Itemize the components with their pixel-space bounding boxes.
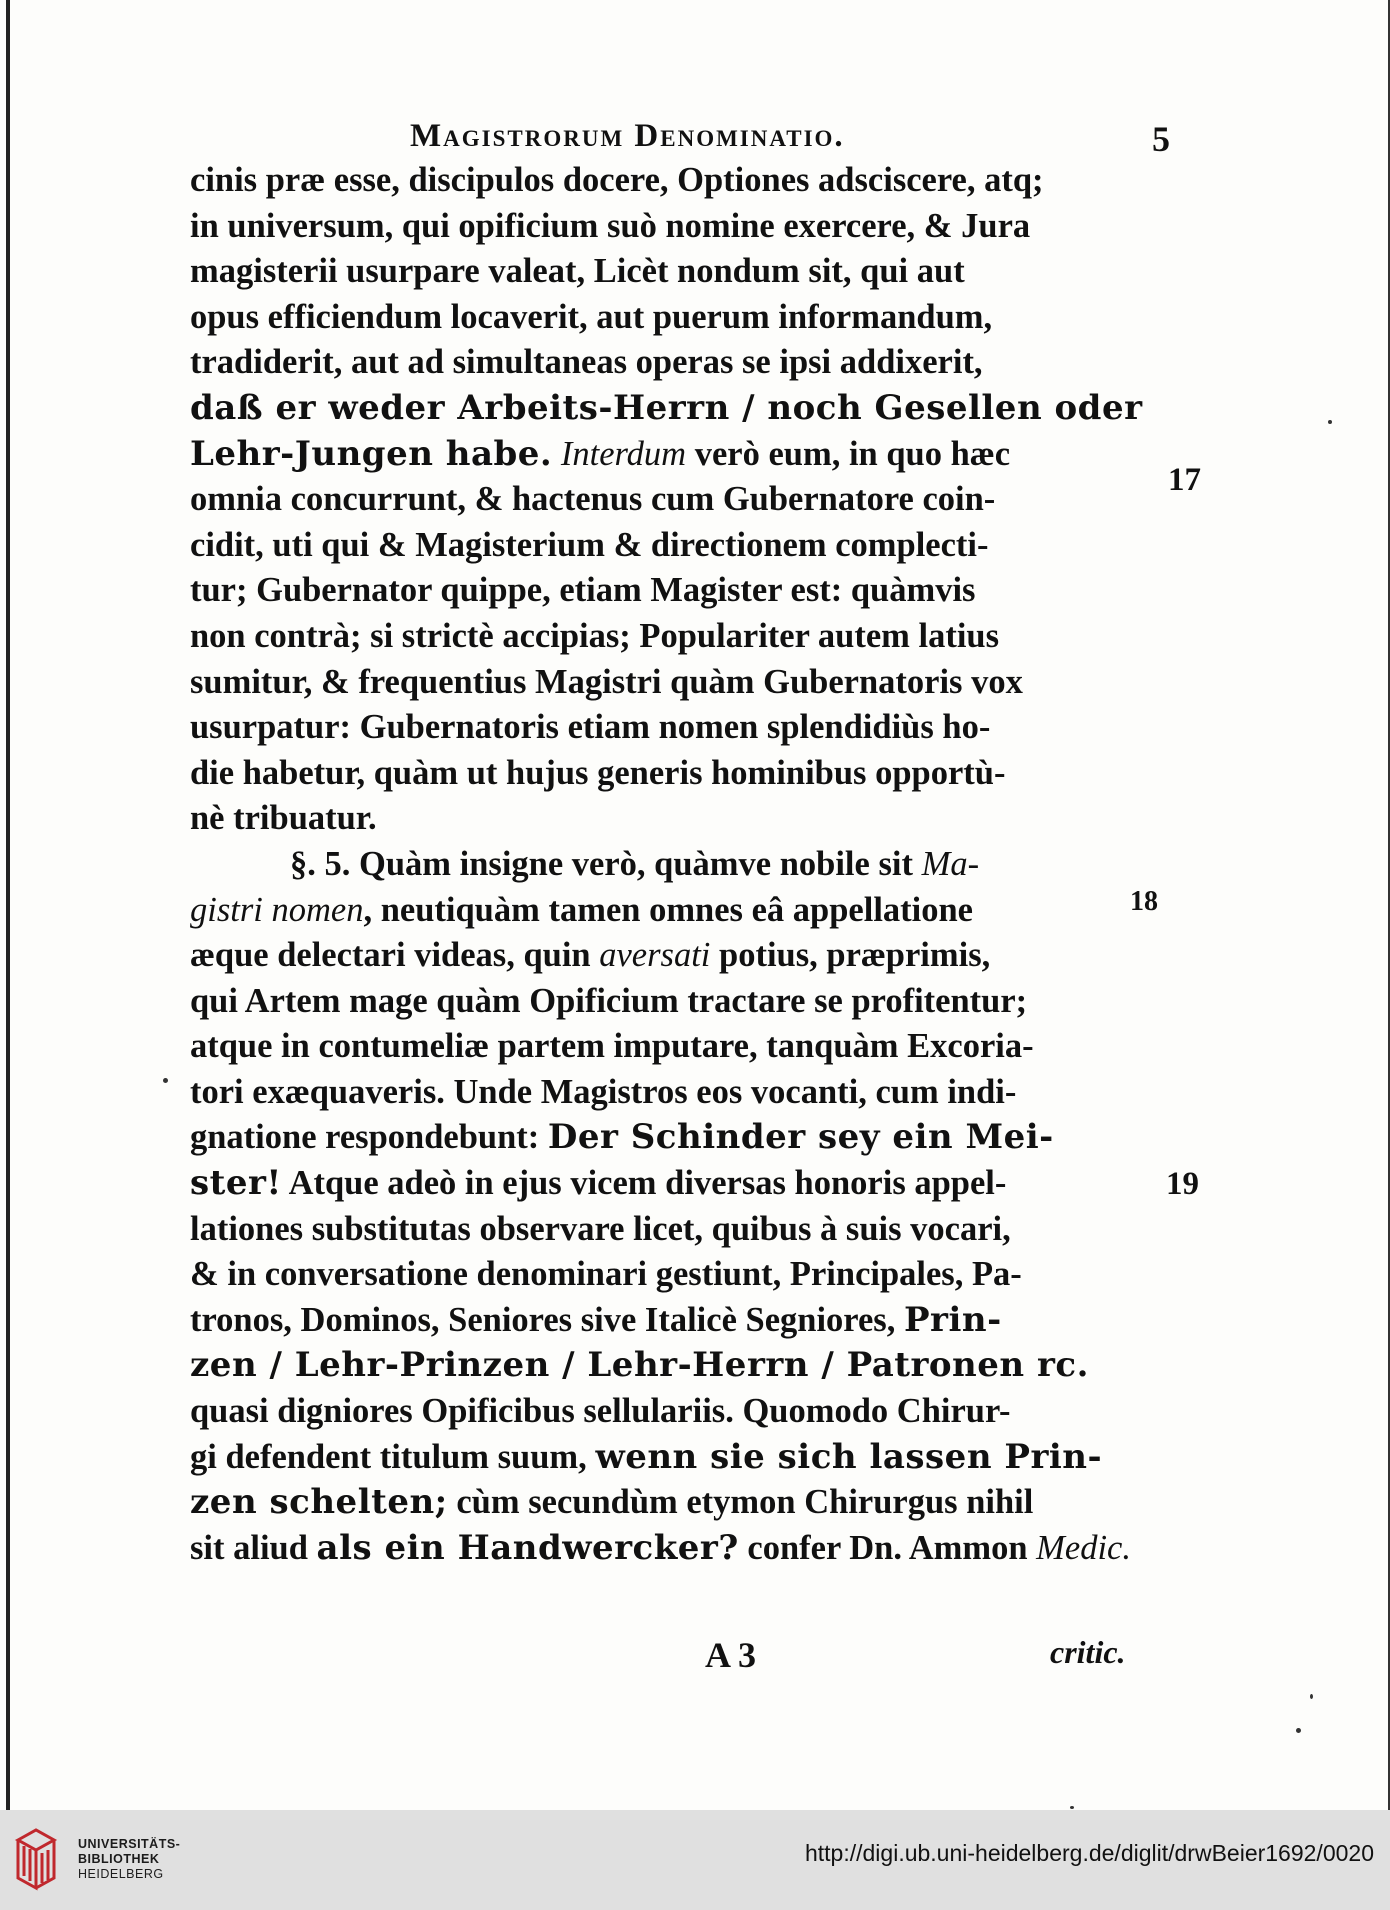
text-line: [190, 1115, 1162, 1161]
text-line: tori exæquaveris. Unde Magistros eos vocanti, cum indi-: [190, 1072, 1017, 1111]
text-line: qui Artem mage quàm Opificium tractare se profitentur;: [190, 981, 1028, 1020]
text-fragment: gnatione respondebunt:: [190, 1118, 540, 1157]
running-head-title: Magistrorum Denominatio.: [410, 118, 845, 154]
text-line: omnia concurrunt, & hactenus cum Gubernatore coin-: [190, 480, 996, 519]
text-line: [190, 1298, 1162, 1344]
text-fragment: confer Dn. Ammon: [747, 1528, 1028, 1567]
fraktur-phrase: als ein Handwercker?: [316, 1527, 739, 1568]
text-line: [190, 933, 1162, 979]
text-fragment: , neutiquàm tamen omnes eâ appellatione: [363, 890, 973, 929]
text-fragment: æque delectari videas, quin: [190, 936, 591, 975]
fraktur-line: daß er weder Arbeits-Herrn / noch Gesellen oder: [190, 387, 1143, 428]
body-text: [190, 158, 1162, 1571]
text-line: [190, 1526, 1162, 1572]
fraktur-phrase: zen schelten;: [190, 1482, 448, 1523]
text-line: sumitur, & frequentius Magistri quàm Gubernatoris vox: [190, 662, 1023, 701]
scan-speck: [163, 1078, 168, 1083]
fraktur-line: zen / Lehr-Prinzen / Lehr-Herrn / Patronen rc.: [190, 1345, 1089, 1386]
italic-word: Ma-: [921, 844, 980, 883]
catchword: critic.: [1050, 1634, 1126, 1670]
text-fragment: Atque adeò in ejus vicem diversas honoris appel-: [288, 1164, 1007, 1203]
text-line: [190, 432, 1162, 478]
italic-word: Medic.: [1036, 1528, 1131, 1567]
library-name-line: HEIDELBERG: [78, 1867, 164, 1881]
scan-speck: [1310, 1694, 1313, 1699]
text-line: [190, 1480, 1162, 1526]
text-fragment: sit aliud: [190, 1528, 308, 1567]
text-line: die habetur, quàm ut hujus generis hominibus opportù-: [190, 753, 1006, 792]
text-line: opus efficiendum locaverit, aut puerum informandum,: [190, 297, 993, 336]
text-fragment: verò eum, in quo hæc: [694, 434, 1011, 473]
scan-speck: [1328, 420, 1332, 424]
italic-word: Interdum: [560, 434, 687, 473]
fraktur-word: ster!: [190, 1163, 282, 1204]
text-fragment: gi defendent titulum suum,: [190, 1437, 587, 1476]
library-logo[interactable]: [14, 1826, 66, 1896]
text-line: nè tribuatur.: [190, 799, 377, 838]
text-line: cinis præ esse, discipulos docere, Optiones adsciscere, atq;: [190, 161, 1044, 199]
text-line: tur; Gubernator quippe, etiam Magister est: quàmvis: [190, 571, 976, 610]
fraktur-phrase: Der Schinder sey ein Mei-: [547, 1117, 1054, 1158]
text-line: & in conversatione denominari gestiunt, Principales, Pa-: [190, 1255, 1022, 1294]
text-line: [190, 888, 1162, 934]
page-edge-left: [6, 0, 10, 1810]
permalink-url[interactable]: http://digi.ub.uni-heidelberg.de/diglit/drwBeier1692/0020: [804, 1840, 1374, 1866]
signature-mark: A 3: [705, 1635, 757, 1675]
scan-speck: [1070, 1806, 1074, 1809]
margin-note-19: 19: [1166, 1166, 1199, 1202]
paragraph-start-line: [190, 842, 1162, 888]
library-name: [78, 1837, 180, 1882]
page-number: 5: [1152, 119, 1170, 159]
text-line: [190, 1161, 1162, 1207]
scan-speck: [1296, 1728, 1301, 1733]
text-fragment: cùm secundùm etymon Chirurgus nihil: [456, 1483, 1034, 1522]
text-line: non contrà; si strictè accipias; Populariter autem latius: [190, 616, 1000, 655]
library-name-line: BIBLIOTHEK: [78, 1852, 160, 1866]
text-fragment: tronos, Dominos, Seniores sive Italicè Segniores,: [190, 1300, 896, 1339]
fraktur-phrase: Lehr-Jungen habe.: [190, 433, 553, 474]
footer-bar: [0, 1810, 1390, 1910]
fraktur-phrase: wenn sie sich lassen Prin-: [595, 1436, 1103, 1477]
text-line: atque in contumeliæ partem imputare, tanquàm Excoria-: [190, 1027, 1034, 1066]
text-line: magisterii usurpare valeat, Licèt nondum sit, qui aut: [190, 252, 965, 291]
margin-note-17: 17: [1168, 462, 1201, 498]
text-line: [190, 1435, 1162, 1481]
library-logo-icon: [14, 1826, 66, 1896]
italic-phrase: gistri nomen: [190, 890, 364, 929]
text-line: lationes substitutas observare licet, quibus à suis vocari,: [190, 1209, 1011, 1248]
section-start: §. 5. Quàm insigne verò, quàmve nobile sit: [290, 844, 913, 883]
italic-word: aversati: [599, 936, 711, 975]
fraktur-word: Prin-: [903, 1299, 1002, 1340]
text-fragment: potius, præprimis,: [719, 936, 991, 975]
text-line: cidit, uti qui & Magisterium & directionem complecti-: [190, 525, 989, 564]
library-name-line: UNIVERSITÄTS-: [78, 1837, 181, 1851]
text-line: quasi digniores Opificibus sellulariis. Quomodo Chirur-: [190, 1392, 1011, 1431]
text-line: usurpatur: Gubernatoris etiam nomen splendidiùs ho-: [190, 708, 991, 747]
text-line: tradiderit, aut ad simultaneas operas se ipsi addixerit,: [190, 343, 983, 382]
margin-note-18: 18: [1130, 886, 1158, 917]
text-line: in universum, qui opificium suò nomine exercere, & Jura: [190, 206, 1031, 245]
